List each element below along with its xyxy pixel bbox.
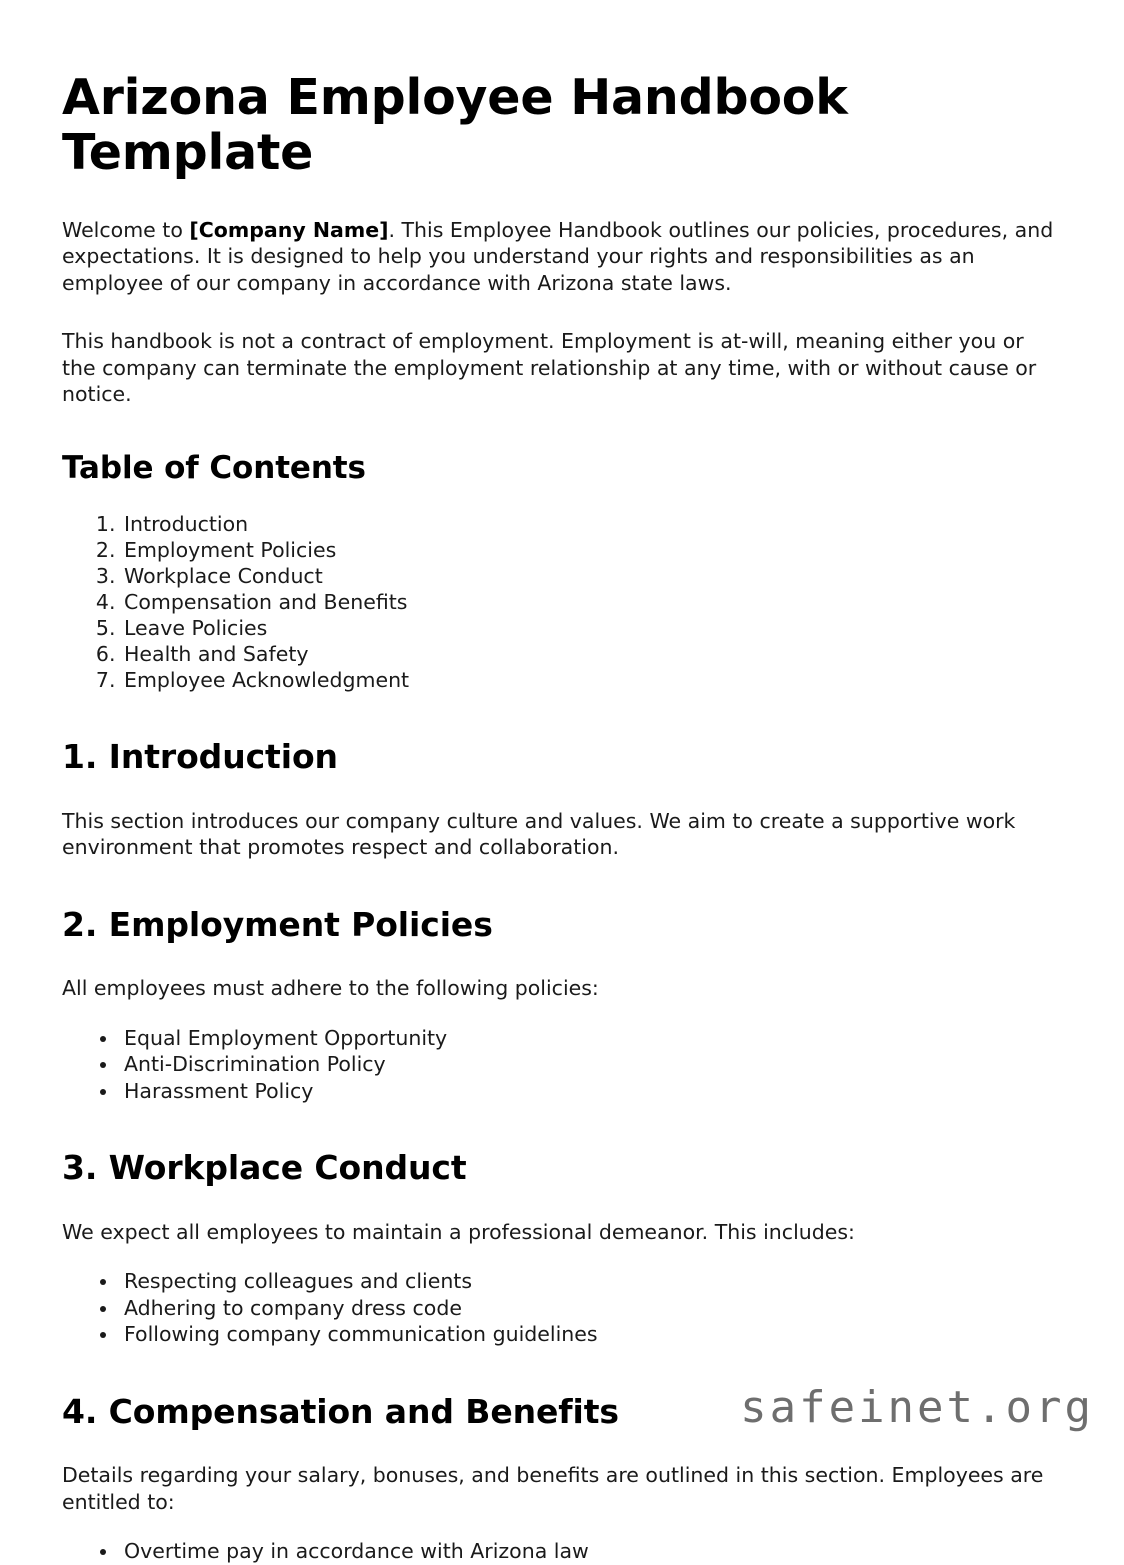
intro-paragraph-2: This handbook is not a contract of employment. Employment is at-will, meaning either you or the company can terminate the employment relationship at any time, with or without cause or notice. (62, 329, 1037, 407)
table-of-contents-list (62, 511, 1062, 693)
list-item: • Adhering to company dress code (119, 1295, 1062, 1322)
list-item: • Overtime pay in accordance with Arizona law (119, 1538, 1062, 1565)
compensation-benefits-list (62, 1538, 1062, 1565)
section-paragraph-workplace-conduct: We expect all employees to maintain a professional demeanor. This includes: (62, 1219, 855, 1244)
list-item: • Anti-Discrimination Policy (119, 1051, 1062, 1078)
list-item[interactable]: 7. Employee Acknowledgment (122, 667, 1062, 693)
intro-suffix: . This Employee Handbook outlines our policies, procedures, and expectations. It is designed to help you understand your rights and responsibilities as an employee of our company in accordance with Arizona state laws. (62, 217, 1054, 295)
section-heading-compensation-and-benefits: 4. Compensation and Benefits (62, 1391, 619, 1431)
list-item: • Respecting colleagues and clients (119, 1268, 1062, 1295)
list-item: • Harassment Policy (119, 1078, 1062, 1105)
section-heading-employment-policies: 2. Employment Policies (62, 904, 493, 944)
section-paragraph-compensation-and-benefits: Details regarding your salary, bonuses, and benefits are outlined in this section. Employees are entitled to: (62, 1463, 1044, 1514)
watermark: safeinet.org (740, 1382, 1094, 1433)
section-paragraph-introduction: This section introduces our company culture and values. We aim to create a supportive work environment that promotes respect and collaboration. (62, 808, 1016, 860)
list-item: • Following company communication guidelines (119, 1321, 1062, 1348)
section-heading-workplace-conduct: 3. Workplace Conduct (62, 1148, 467, 1188)
list-item[interactable]: 5. Leave Policies (122, 615, 1062, 641)
workplace-conduct-list (62, 1268, 1062, 1348)
list-item[interactable]: 4. Compensation and Benefits (122, 589, 1062, 615)
list-item[interactable]: 3. Workplace Conduct (122, 563, 1062, 589)
list-item[interactable]: 2. Employment Policies (122, 537, 1062, 563)
company-name-placeholder: [Company Name] (189, 217, 389, 242)
employment-policies-list (62, 1025, 1062, 1105)
page-title: Arizona Employee Handbook Template (62, 69, 848, 181)
list-item: • Equal Employment Opportunity (119, 1025, 1062, 1052)
intro-paragraph-1 (62, 217, 1062, 297)
section-heading-introduction: 1. Introduction (62, 736, 338, 776)
list-item[interactable]: 6. Health and Safety (122, 641, 1062, 667)
intro-prefix: Welcome to (62, 217, 190, 242)
table-of-contents-heading: Table of Contents (62, 449, 366, 486)
list-item[interactable]: 1. Introduction (122, 511, 1062, 537)
section-paragraph-employment-policies: All employees must adhere to the following policies: (62, 976, 599, 1001)
